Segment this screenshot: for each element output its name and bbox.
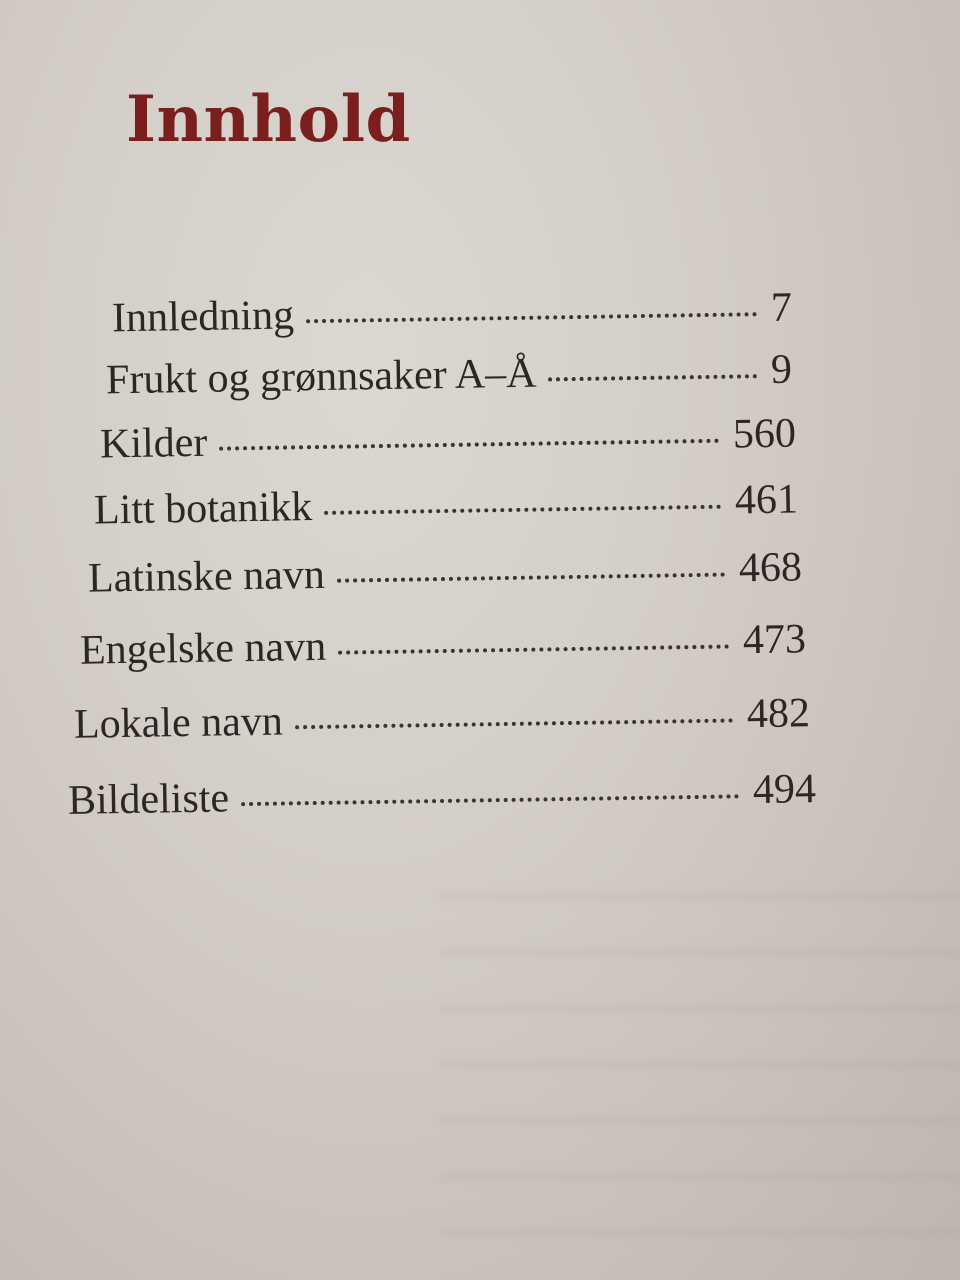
toc-entry-label: Bildeliste	[67, 775, 230, 824]
toc-entry-botanikk	[93, 476, 799, 534]
toc-dot-leader	[241, 794, 739, 806]
toc-entry-page: 7	[770, 284, 793, 331]
toc-entry-page: 494	[752, 766, 817, 814]
page-title: Innhold	[126, 82, 411, 157]
toc-entry-innledning	[111, 284, 793, 342]
toc-entry-page: 468	[738, 544, 803, 592]
toc-entry-frukt	[105, 346, 793, 404]
toc-dot-leader	[295, 718, 733, 729]
toc-dot-leader	[324, 505, 721, 515]
toc-entry-label: Lokale navn	[73, 698, 284, 748]
toc-dot-leader	[306, 312, 757, 323]
toc-entry-page: 482	[746, 690, 811, 738]
toc-dot-leader	[549, 374, 758, 381]
toc-entry-page: 9	[770, 346, 793, 393]
toc-entry-label: Kilder	[99, 419, 208, 468]
toc-dot-leader	[338, 645, 729, 655]
toc-entry-label: Engelske navn	[79, 623, 327, 674]
toc-dot-leader	[219, 439, 719, 451]
toc-entry-lokale	[74, 692, 811, 746]
toc-entry-kilder	[99, 410, 797, 468]
toc-dot-leader	[337, 573, 725, 583]
toc-entry-label: Frukt og grønnsaker A–Å	[105, 350, 537, 404]
toc-entry-label: Latinske navn	[87, 551, 326, 602]
toc-entry-page: 560	[732, 410, 797, 458]
toc-entry-label: Litt botanikk	[93, 484, 313, 534]
toc-entry-bildeliste	[68, 768, 817, 822]
toc-entry-page: 473	[742, 616, 807, 664]
toc-entry-page: 461	[734, 476, 799, 524]
toc-entry-engelske	[79, 616, 807, 674]
toc-entry-latinske	[87, 544, 803, 602]
toc-entry-label: Innledning	[111, 292, 295, 342]
